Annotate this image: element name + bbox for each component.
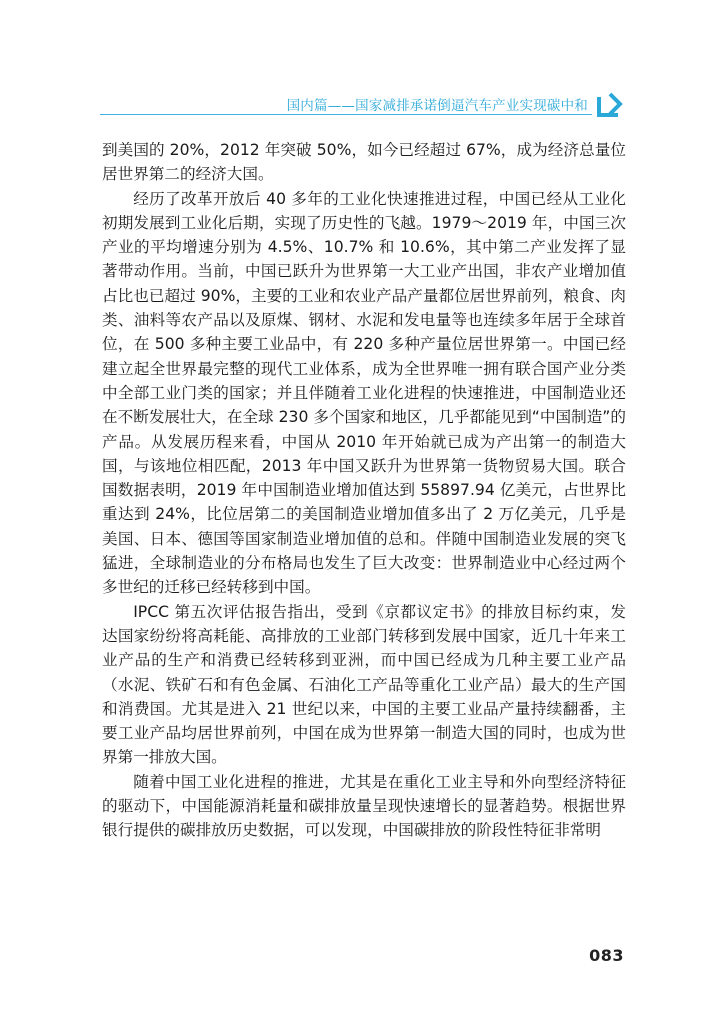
header-divider bbox=[100, 114, 592, 115]
paragraph-industrialization: 经历了改革开放后 40 多年的工业化快速推进过程，中国已经从工业化初期发展到工业化后期，实现了历史性的飞越。1979～2019 年，中国三次产业的平均增速分别为 4.5%、10.7% 和 10.6%，其中第二产业发挥了显著带动作用。当前，中国已跃升为世界第一大工业产出国，非农产业增加值占比也已超过 90%，主要的工业和农业产品产量都位居世界前列，粮食、肉类、油料等农产品以及原煤、钢材、水泥和发电量等也连续多年居于全球首位，在 500 多种主要工业品中，有 220 多种产量位居世界第一。中国已经建立起全世界最完整的现代工业体系，成为全世界唯一拥有联合国产业分类中全部工业门类的国家；并且伴随着工业化进程的快速推进，中国制造业还在不断发展壮大，在全球 230 多个国家和地区，几乎都能见到“中国制造”的产品。从发展历程来看，中国从 2010 年开始就已成为产出第一的制造大国，与该地位相匹配，2013 年中国又跃升为世界第一货物贸易大国。联合国数据表明，2019 年中国制造业增加值达到 55897.94 亿美元，占世界比重达到 24%，比位居第二的美国制造业增加值多出了 2 万亿美元，几乎是美国、日本、德国等国家制造业增加值的总和。伴随中国制造业发展的突飞猛进，全球制造业的分布格局也发生了巨大改变：世界制造业中心经过两个多世纪的迁移已经转移到中国。 bbox=[102, 189, 626, 597]
chapter-arrow-icon bbox=[596, 90, 626, 120]
page-number: 083 bbox=[589, 946, 624, 965]
running-header bbox=[0, 88, 726, 122]
paragraph-emissions: 随着中国工业化进程的推进，尤其是在重化工业主导和外向型经济特征的驱动下，中国能源消耗量和碳排放量呈现快速增长的显著趋势。根据世界银行提供的碳排放历史数据，可以发现，中国碳排放的阶段性特征非常明 bbox=[102, 772, 626, 840]
paragraph-ipcc: IPCC 第五次评估报告指出，受到《京都议定书》的排放目标约束，发达国家纷纷将高耗能、高排放的工业部门转移到发展中国家，近几十年来工业产品的生产和消费已经转移到亚洲，而中国已经成为几种主要工业产品（水泥、铁矿石和有色金属、石油化工产品等重化工业产品）最大的生产国和消费国。尤其是进入 21 世纪以来，中国的主要工业品产量持续翻番，主要工业产品均居世界前列，中国在成为世界第一制造大国的同时，也成为世界第一排放大国。 bbox=[102, 602, 626, 767]
body-text bbox=[102, 138, 626, 843]
paragraph-continuation: 到美国的 20%，2012 年突破 50%，如今已经超过 67%，成为经济总量位居世界第二的经济大国。 bbox=[102, 141, 626, 184]
running-header-title: 国内篇——国家减排承诺倒逼汽车产业实现碳中和 bbox=[286, 98, 588, 114]
